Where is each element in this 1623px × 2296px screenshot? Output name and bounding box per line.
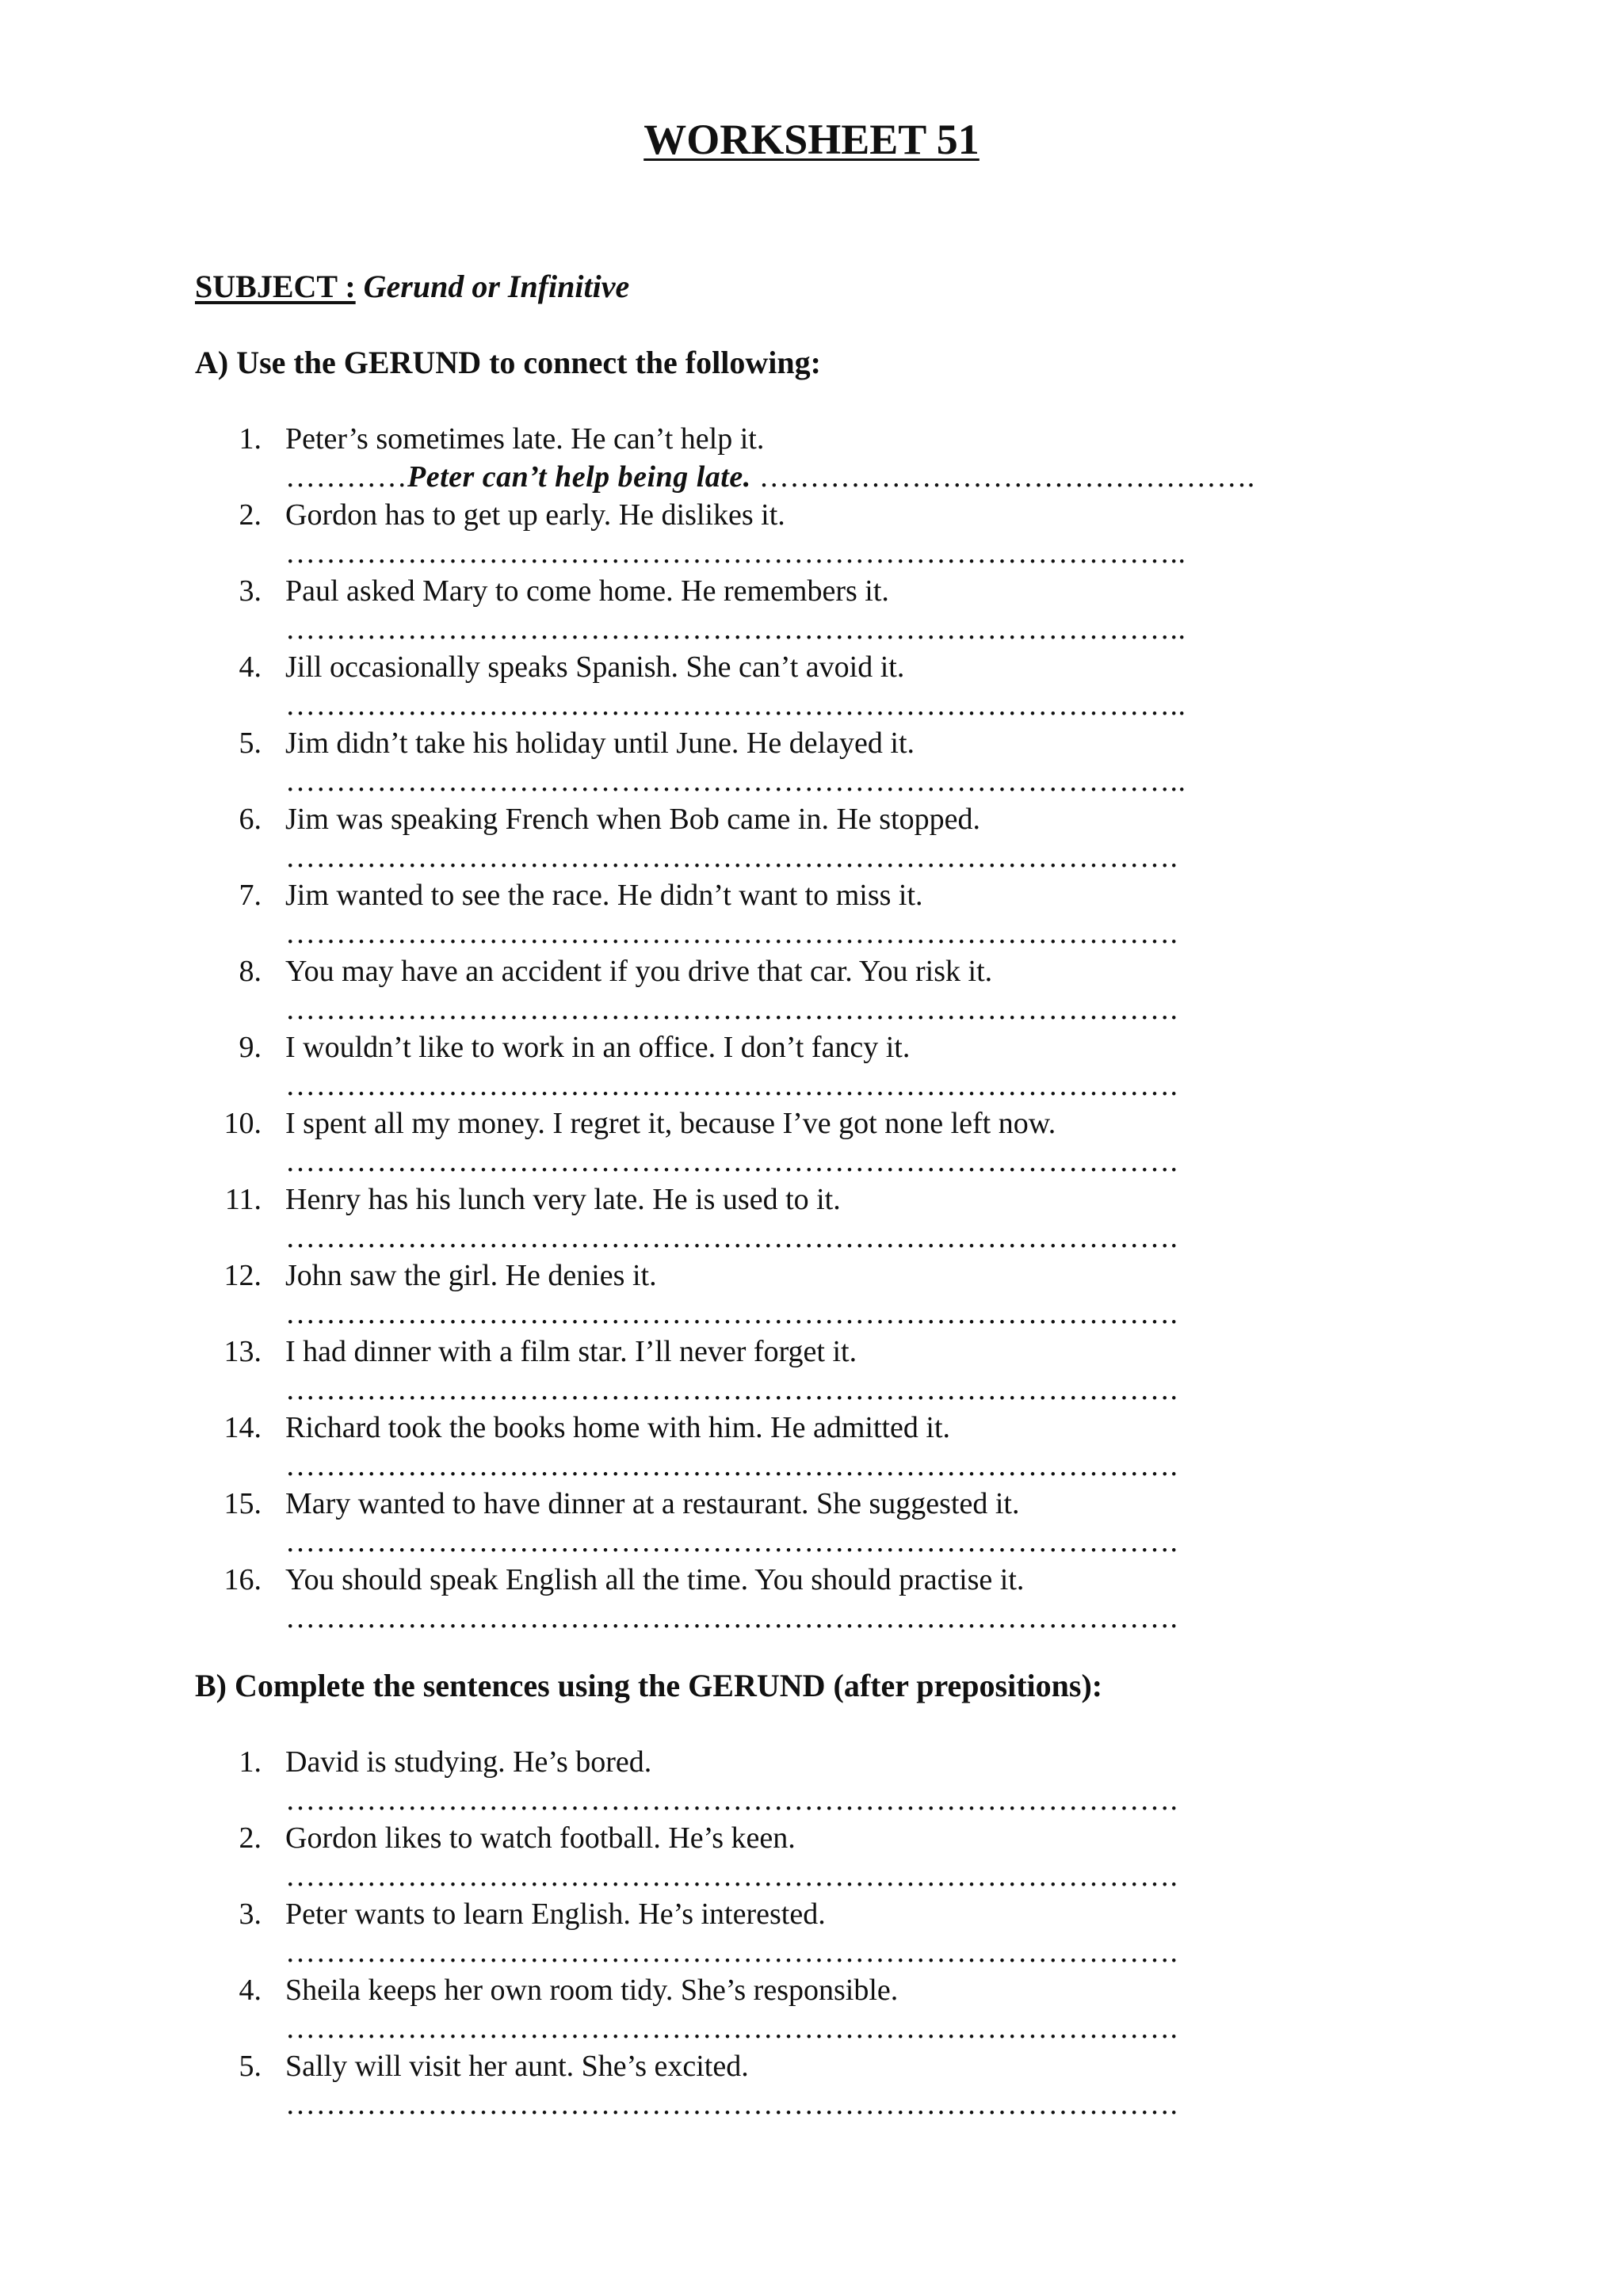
- exercise-item: [195, 648, 1400, 724]
- exercise-item: [195, 2047, 1400, 2123]
- answer-dots: …………………………………………………………………………….: [285, 1449, 1178, 1482]
- item-number: 10.: [223, 1107, 262, 1140]
- example-answer: Peter can’t help being late.: [407, 460, 759, 494]
- item-question: Jim was speaking French when Bob came in. He stopped.: [285, 803, 980, 836]
- item-question: You should speak English all the time. You should practise it.: [285, 1563, 1025, 1596]
- item-question: Jim wanted to see the race. He didn’t want to miss it.: [285, 879, 923, 912]
- item-number: 11.: [224, 1183, 262, 1216]
- exercise-item: [195, 496, 1400, 572]
- answer-dots: ……………………………………………………………………………..: [285, 536, 1186, 570]
- exercise-item: [195, 1819, 1400, 1895]
- item-number: 8.: [239, 955, 262, 988]
- section-a-heading: A) Use the GERUND to connect the following:: [195, 345, 821, 380]
- item-number: 3.: [239, 1897, 262, 1931]
- item-question: Henry has his lunch very late. He is used to it.: [285, 1183, 841, 1216]
- item-number: 7.: [239, 879, 262, 912]
- exercise-item: [195, 876, 1400, 952]
- answer-dots: ……………………………………………………………………………..: [285, 765, 1186, 798]
- item-number: 14.: [223, 1411, 262, 1444]
- exercise-item: [195, 1333, 1400, 1409]
- exercise-item: [195, 1895, 1400, 1971]
- exercise-item: [195, 1485, 1400, 1561]
- answer-line[interactable]: [285, 686, 1186, 724]
- item-question: I had dinner with a film star. I’ll never forget it.: [285, 1335, 857, 1368]
- item-number: 2.: [239, 1821, 262, 1855]
- answer-dots: ………………………………………….: [758, 460, 1255, 494]
- exercise-item: [195, 952, 1400, 1028]
- item-number: 5.: [239, 727, 262, 760]
- answer-dots: …………………………………………………………………………….: [285, 1783, 1178, 1817]
- item-number: 5.: [239, 2050, 262, 2083]
- answer-dots: …………………………………………………………………………….: [285, 1859, 1178, 1893]
- answer-dots: …………………………………………………………………………….: [285, 1373, 1178, 1406]
- answer-line[interactable]: [285, 1447, 1178, 1485]
- item-question: I spent all my money. I regret it, because I’ve got none left now.: [285, 1107, 1056, 1140]
- answer-dots: …………………………………………………………………………….: [285, 1936, 1178, 1969]
- answer-line[interactable]: [285, 1219, 1178, 1257]
- item-number: 1.: [239, 1745, 262, 1779]
- page-title: WORKSHEET 51: [643, 116, 980, 163]
- answer-dots-before: …………: [285, 460, 407, 494]
- item-number: 12.: [223, 1259, 262, 1292]
- item-question: Gordon has to get up early. He dislikes it.: [285, 498, 785, 532]
- exercise-item: [195, 1180, 1400, 1257]
- answer-line[interactable]: [285, 2085, 1178, 2123]
- answer-line[interactable]: [285, 762, 1186, 800]
- item-question: Sheila keeps her own room tidy. She’s responsible.: [285, 1974, 899, 2007]
- item-question: Peter’s sometimes late. He can’t help it.: [285, 422, 765, 456]
- answer-dots: …………………………………………………………………………….: [285, 1069, 1178, 1102]
- answer-line[interactable]: [285, 1295, 1178, 1333]
- answer-line[interactable]: [285, 914, 1178, 952]
- item-number: 1.: [239, 422, 262, 456]
- answer-line[interactable]: [285, 2009, 1178, 2047]
- answer-dots: …………………………………………………………………………….: [285, 2088, 1178, 2121]
- answer-line[interactable]: [285, 1142, 1178, 1180]
- answer-line[interactable]: [285, 1933, 1178, 1971]
- answer-line[interactable]: [285, 1371, 1178, 1409]
- exercise-item: [195, 1561, 1400, 1637]
- item-question: Peter wants to learn English. He’s interested.: [285, 1897, 826, 1931]
- exercise-item: [195, 1409, 1400, 1485]
- section-b-list: [195, 1743, 1400, 2123]
- item-question: Richard took the books home with him. He admitted it.: [285, 1411, 951, 1444]
- item-number: 16.: [223, 1563, 262, 1596]
- answer-line[interactable]: [285, 534, 1186, 572]
- answer-dots: …………………………………………………………………………….: [285, 1221, 1178, 1254]
- exercise-item: [195, 420, 1400, 496]
- item-number: 4.: [239, 650, 262, 684]
- item-number: 15.: [223, 1487, 262, 1520]
- exercise-item: [195, 1257, 1400, 1333]
- answer-dots: …………………………………………………………………………….: [285, 1145, 1178, 1178]
- item-question: Jim didn’t take his holiday until June. He delayed it.: [285, 727, 915, 760]
- item-question: John saw the girl. He denies it.: [285, 1259, 657, 1292]
- item-number: 6.: [239, 803, 262, 836]
- answer-dots: …………………………………………………………………………….: [285, 993, 1178, 1026]
- answer-dots: …………………………………………………………………………….: [285, 1525, 1178, 1558]
- item-question: Sally will visit her aunt. She’s excited.: [285, 2050, 749, 2083]
- item-number: 9.: [239, 1031, 262, 1064]
- answer-dots: ……………………………………………………………………………..: [285, 612, 1186, 646]
- answer-line[interactable]: [285, 1599, 1178, 1637]
- answer-dots: …………………………………………………………………………….: [285, 1601, 1178, 1634]
- answer-dots: …………………………………………………………………………….: [285, 917, 1178, 950]
- subject-value: Gerund or Infinitive: [363, 269, 630, 304]
- answer-line[interactable]: [285, 838, 1178, 876]
- item-question: David is studying. He’s bored.: [285, 1745, 652, 1779]
- item-number: 4.: [239, 1974, 262, 2007]
- subject-label: SUBJECT :: [195, 269, 356, 304]
- exercise-item: [195, 1743, 1400, 1819]
- answer-line[interactable]: [285, 1781, 1178, 1819]
- exercise-item: [195, 800, 1400, 876]
- item-question: Jill occasionally speaks Spanish. She can’t avoid it.: [285, 650, 905, 684]
- section-b-heading: B) Complete the sentences using the GERUND (after prepositions):: [195, 1668, 1103, 1703]
- answer-line[interactable]: [285, 990, 1178, 1028]
- item-question: Paul asked Mary to come home. He remembers it.: [285, 574, 889, 608]
- answer-dots: …………………………………………………………………………….: [285, 1297, 1178, 1330]
- answer-line[interactable]: [285, 1066, 1178, 1104]
- item-number: 3.: [239, 574, 262, 608]
- answer-dots: …………………………………………………………………………….: [285, 841, 1178, 874]
- exercise-item: [195, 1104, 1400, 1180]
- answer-dots: …………………………………………………………………………….: [285, 2012, 1178, 2045]
- item-question: You may have an accident if you drive that car. You risk it.: [285, 955, 993, 988]
- subject-line: [195, 268, 629, 305]
- item-question: Mary wanted to have dinner at a restaurant. She suggested it.: [285, 1487, 1020, 1520]
- exercise-item: [195, 724, 1400, 800]
- section-a-list: [195, 420, 1400, 1637]
- exercise-item: [195, 572, 1400, 648]
- item-question: I wouldn’t like to work in an office. I don’t fancy it.: [285, 1031, 911, 1064]
- item-question: Gordon likes to watch football. He’s keen.: [285, 1821, 796, 1855]
- exercise-item: [195, 1971, 1400, 2047]
- item-number: 13.: [223, 1335, 262, 1368]
- answer-line[interactable]: [285, 1857, 1178, 1895]
- answer-dots: ……………………………………………………………………………..: [285, 688, 1186, 722]
- answer-line[interactable]: [285, 458, 1255, 496]
- exercise-item: [195, 1028, 1400, 1104]
- answer-line[interactable]: [285, 610, 1186, 648]
- item-number: 2.: [239, 498, 262, 532]
- answer-line[interactable]: [285, 1523, 1178, 1561]
